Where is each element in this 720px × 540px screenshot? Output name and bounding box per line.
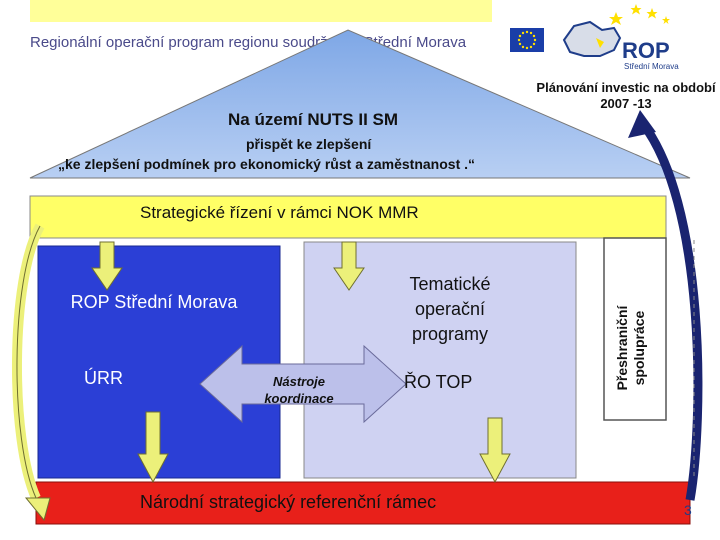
coordination-label: Nástroje koordinace <box>264 374 334 406</box>
rop-logo-text: ROP <box>622 38 670 63</box>
tematicke-label: Tematické operační programy <box>409 274 491 344</box>
territory-label: Na území NUTS II SM <box>228 110 399 129</box>
rotop-label: ŘO TOP <box>404 372 473 392</box>
strategic-bar-label: Strategické řízení v rámci NOK MMR <box>140 203 419 222</box>
rop-logo-subtext: Střední Morava <box>624 62 679 71</box>
side-column-label: Přeshraniční spolupráce <box>614 305 647 391</box>
rop-block-label: ROP Střední Morava <box>70 292 238 312</box>
planning-label: Plánování investic na období 2007 -13 <box>536 80 716 111</box>
slide-number: 3 <box>684 502 692 518</box>
goal-label: „ke zlepšení podmínek pro ekonomický růst a zaměstnanost .“ <box>58 156 476 172</box>
header-title: Regionální operační program regionu soudržnosti Střední Morava <box>30 34 467 51</box>
contribute-label: přispět ke zlepšení <box>246 136 372 152</box>
urr-label: ÚRR <box>84 368 123 388</box>
left-curved-arrow <box>17 226 40 498</box>
base-bar-label: Národní strategický referenční rámec <box>140 492 437 512</box>
